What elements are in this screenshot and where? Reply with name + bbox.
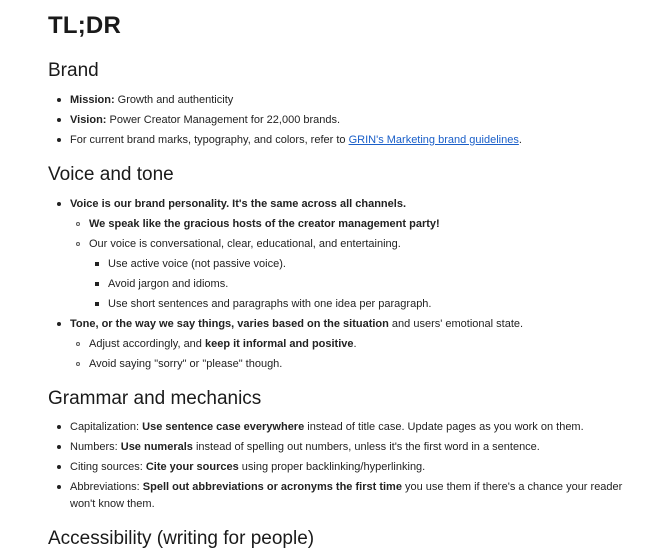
num-pre: Numbers: [70,441,121,453]
brand-guidelines-link[interactable]: GRIN's Marketing brand guidelines [348,134,519,146]
mission-label: Mission: [70,94,115,106]
abbr-rest2: won't know them. [70,498,155,510]
bullet-square [95,282,99,286]
cap-bold: Use sentence case everywhere [142,421,305,433]
num-bold: Use numerals [120,441,193,453]
bullet-square [95,262,99,266]
cite-bold: Cite your sources [145,461,239,473]
list-item-conversational [89,237,401,251]
list-item-abbreviations-continued [70,497,155,511]
bullet-circle [76,362,80,366]
accessibility-heading: Accessibility (writing for people) [48,528,315,549]
marks-end: . [518,134,522,146]
bullet-circle [76,222,80,226]
vision-label: Vision: [70,114,107,126]
adjust-pre: Adjust accordingly, and [89,338,205,350]
mission-text: Growth and authenticity [114,94,234,106]
page-title: TL;DR [48,12,121,39]
bullet-square [95,302,99,306]
tone-bold: Tone, or the way we say things, varies based on the situation [70,318,389,330]
list-item-mission [70,93,233,107]
voice-tone-heading: Voice and tone [48,164,174,185]
conversational-text: Our voice is conversational, clear, educational, and entertaining. [89,238,401,250]
grammar-heading: Grammar and mechanics [48,388,262,409]
bullet-disc [57,322,61,326]
list-item-jargon [108,277,228,291]
list-item-sorry [89,357,282,371]
gracious-text: We speak like the gracious hosts of the creator management party! [89,218,440,230]
jargon-text: Avoid jargon and idioms. [108,278,229,290]
personality-text: Voice is our brand personality. It's the same across all channels. [70,198,406,210]
cap-rest: instead of title case. Update pages as you work on them. [304,421,584,433]
cap-pre: Capitalization: [70,421,143,433]
bullet-disc [57,118,61,122]
abbr-bold: Spell out abbreviations or acronyms the first time [142,481,402,493]
bullet-disc [57,138,61,142]
adjust-end: . [353,338,357,350]
sorry-text: Avoid saying "sorry" or "please" though. [89,358,283,370]
adjust-bold: keep it informal and positive [204,338,354,350]
list-item-personality [70,197,406,211]
list-item-active-voice [108,257,286,271]
tone-rest: and users' emotional state. [388,318,524,330]
bullet-disc [57,445,61,449]
abbr-pre: Abbreviations: [70,481,143,493]
list-item-brand-marks [70,133,522,147]
bullet-disc [57,425,61,429]
bullet-disc [57,202,61,206]
list-item-gracious [89,217,440,231]
list-item-vision [70,113,340,127]
list-item-capitalization [70,420,584,434]
list-item-tone [70,317,523,331]
active-voice-text: Use active voice (not passive voice). [108,258,286,270]
cite-rest: using proper backlinking/hyperlinking. [238,461,426,473]
num-rest: instead of spelling out numbers, unless it's the first word in a sentence. [192,441,540,453]
bullet-circle [76,342,80,346]
cite-pre: Citing sources: [70,461,146,473]
short-sentences-text: Use short sentences and paragraphs with one idea per paragraph. [108,298,432,310]
list-item-abbreviations [70,480,622,494]
list-item-adjust [89,337,357,351]
marks-text: For current brand marks, typography, and colors, refer to [70,134,349,146]
bullet-disc [57,485,61,489]
abbr-rest: you use them if there's a chance your reader [401,481,623,493]
list-item-short-sentences [108,297,432,311]
list-item-citing [70,460,425,474]
vision-text: Power Creator Management for 22,000 brands. [106,114,341,126]
bullet-disc [57,465,61,469]
bullet-disc [57,98,61,102]
bullet-circle [76,242,80,246]
brand-heading: Brand [48,60,99,81]
list-item-numbers [70,440,540,454]
